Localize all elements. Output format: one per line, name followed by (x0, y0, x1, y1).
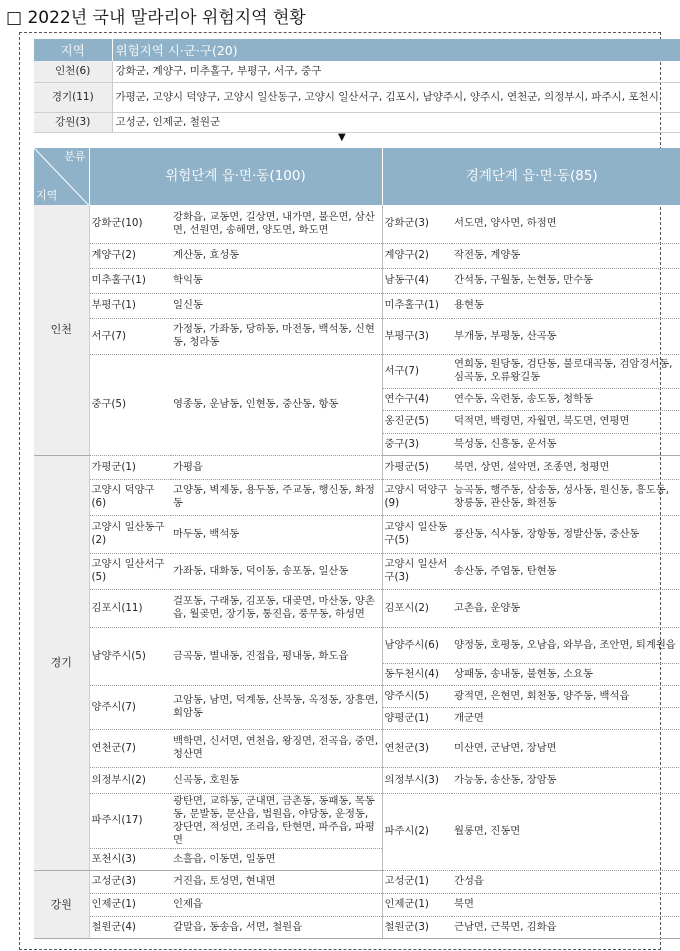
risk-areas: 고양동, 벽제동, 용두동, 주교동, 행신동, 화정동 (171, 479, 382, 515)
warning-district: 철원군(3) (382, 916, 452, 938)
risk-areas: 영종동, 운남동, 인현동, 중산동, 항동 (171, 354, 382, 455)
risk-areas: 고암동, 남면, 덕계동, 산북동, 옥정동, 장흥면, 회암동 (171, 685, 382, 729)
warning-areas: 가능동, 송산동, 장암동 (452, 767, 680, 793)
risk-areas: 가좌동, 대화동, 덕이동, 송포동, 일산동 (171, 553, 382, 589)
warning-areas: 연희동, 원당동, 검단동, 불로대곡동, 검암경서동, 심곡동, 오류왕길동 (452, 354, 680, 388)
table-row (34, 685, 680, 707)
warning-areas: 북성동, 신흥동, 운서동 (452, 433, 680, 455)
warning-district: 서구(7) (382, 354, 452, 388)
summary-header-region: 지역 (34, 39, 112, 61)
warning-district: 연천군(3) (382, 729, 452, 767)
summary-areas: 가평군, 고양시 덕양구, 고양시 일산동구, 고양시 일산서구, 김포시, 남양주시, 양주시, 연천군, 의정부시, 파주시, 포천시 (112, 82, 680, 112)
risk-areas: 걸포동, 구래동, 김포동, 대곶면, 마산동, 양촌읍, 월곶면, 장기동, 통진읍, 풍무동, 하성면 (171, 589, 382, 627)
warning-areas: 간석동, 구월동, 논현동, 만수동 (452, 268, 680, 293)
warning-areas: 능곡동, 행주동, 삼송동, 성사동, 원신동, 흥도동, 창릉동, 관산동, 화전동 (452, 479, 680, 515)
region-label-incheon: 인천 (34, 205, 89, 455)
risk-areas: 가정동, 가좌동, 당하동, 마전동, 백석동, 신현동, 청라동 (171, 318, 382, 354)
summary-row (34, 61, 680, 82)
risk-district: 계양구(2) (89, 243, 171, 268)
warning-district: 중구(3) (382, 433, 452, 455)
warning-district: 고양시 일산서구(3) (382, 553, 452, 589)
warning-district: 가평군(5) (382, 455, 452, 479)
table-row (34, 479, 680, 515)
down-arrow-icon: ▼ (338, 132, 346, 143)
warning-areas: 작전동, 계양동 (452, 243, 680, 268)
risk-areas: 갈말읍, 동송읍, 서면, 철원읍 (171, 916, 382, 938)
table-row (34, 793, 680, 848)
warning-district: 동두천시(4) (382, 663, 452, 685)
summary-region: 경기(11) (34, 82, 112, 112)
summary-region: 강원(3) (34, 112, 112, 132)
warning-district: 인제군(1) (382, 893, 452, 916)
warning-areas: 고촌읍, 운양동 (452, 589, 680, 627)
table-row (34, 455, 680, 479)
summary-areas: 강화군, 계양구, 미추홀구, 부평구, 서구, 중구 (112, 61, 680, 82)
risk-district: 포천시(3) (89, 848, 171, 870)
risk-district: 부평구(1) (89, 293, 171, 318)
warning-areas: 연수동, 옥련동, 송도동, 청학동 (452, 388, 680, 410)
risk-district: 중구(5) (89, 354, 171, 455)
summary-region: 인천(6) (34, 61, 112, 82)
summary-row (34, 112, 680, 132)
warning-district: 계양구(2) (382, 243, 452, 268)
summary-table (34, 39, 680, 133)
page-title: □ 2022년 국내 말라리아 위험지역 현황 (6, 8, 306, 28)
risk-district: 양주시(7) (89, 685, 171, 729)
summary-header-row (34, 39, 680, 61)
warning-areas: 양정동, 호평동, 오남읍, 와부읍, 조안면, 퇴계원읍 (452, 627, 680, 663)
table-row (34, 293, 680, 318)
risk-areas: 마두동, 백석동 (171, 515, 382, 553)
warning-district: 부평구(3) (382, 318, 452, 354)
risk-district: 미추홀구(1) (89, 268, 171, 293)
risk-district: 강화군(10) (89, 205, 171, 243)
table-row (34, 354, 680, 388)
risk-areas: 계산동, 효성동 (171, 243, 382, 268)
warning-district: 파주시(2) (382, 793, 452, 870)
warning-district: 옹진군(5) (382, 410, 452, 433)
warning-district: 남동구(4) (382, 268, 452, 293)
table-row (34, 515, 680, 553)
risk-district: 고양시 덕양구(6) (89, 479, 171, 515)
risk-areas: 백학면, 신서면, 연천읍, 왕징면, 전곡읍, 중면, 청산면 (171, 729, 382, 767)
detail-table (34, 148, 680, 939)
risk-district: 파주시(17) (89, 793, 171, 848)
detail-header-row (34, 148, 680, 205)
risk-district: 의정부시(2) (89, 767, 171, 793)
risk-areas: 일신동 (171, 293, 382, 318)
header-corner (34, 148, 89, 205)
table-row (34, 268, 680, 293)
table-row (34, 870, 680, 893)
risk-district: 남양주시(5) (89, 627, 171, 685)
risk-district: 인제군(1) (89, 893, 171, 916)
warning-district: 고성군(1) (382, 870, 452, 893)
warning-areas: 월롱면, 진동면 (452, 793, 680, 870)
risk-district: 김포시(11) (89, 589, 171, 627)
risk-areas: 강화읍, 교동면, 길상면, 내가면, 불은면, 삼산면, 선원면, 송해면, 양도면, 화도면 (171, 205, 382, 243)
region-label-gyeonggi: 경기 (34, 455, 89, 870)
table-row (34, 589, 680, 627)
warning-areas: 송산동, 주엽동, 탄현동 (452, 553, 680, 589)
summary-areas: 고성군, 인제군, 철원군 (112, 112, 680, 132)
risk-district: 서구(7) (89, 318, 171, 354)
corner-label-category: 분류 (64, 150, 86, 163)
warning-areas: 근남면, 근북면, 김화읍 (452, 916, 680, 938)
warning-district: 미추홀구(1) (382, 293, 452, 318)
risk-areas: 거진읍, 토성면, 현내면 (171, 870, 382, 893)
risk-district: 가평군(1) (89, 455, 171, 479)
table-row (34, 729, 680, 767)
warning-areas: 상패동, 송내동, 불현동, 소요동 (452, 663, 680, 685)
risk-district: 고양시 일산동구(2) (89, 515, 171, 553)
risk-district: 고양시 일산서구(5) (89, 553, 171, 589)
table-row (34, 553, 680, 589)
corner-label-region: 지역 (36, 189, 58, 202)
warning-district: 고양시 일산동구(5) (382, 515, 452, 553)
table-row (34, 627, 680, 663)
table-row (34, 916, 680, 938)
table-row (34, 243, 680, 268)
risk-district: 연천군(7) (89, 729, 171, 767)
warning-areas: 북면, 상면, 설악면, 조종면, 청평면 (452, 455, 680, 479)
summary-row (34, 82, 680, 112)
risk-district: 고성군(3) (89, 870, 171, 893)
warning-areas: 서도면, 양사면, 하점면 (452, 205, 680, 243)
risk-stage-header: 위험단계 읍·면·동(100) (89, 148, 382, 205)
warning-district: 고양시 덕양구(9) (382, 479, 452, 515)
risk-areas: 광탄면, 교하동, 군내면, 금촌동, 동패동, 목동동, 문발동, 문산읍, 법원읍, 야당동, 운정동, 장단면, 적성면, 조리읍, 탄현면, 파주읍, 파평면 (171, 793, 382, 848)
risk-areas: 소흘읍, 이동면, 일동면 (171, 848, 382, 870)
table-row (34, 767, 680, 793)
risk-areas: 인제읍 (171, 893, 382, 916)
warning-areas: 미산면, 군남면, 장남면 (452, 729, 680, 767)
risk-areas: 금곡동, 별내동, 진접읍, 평내동, 화도읍 (171, 627, 382, 685)
warning-district: 양주시(5) (382, 685, 452, 707)
warning-areas: 부개동, 부평동, 산곡동 (452, 318, 680, 354)
risk-areas: 학익동 (171, 268, 382, 293)
summary-header-areas: 위험지역 시·군·구(20) (112, 39, 680, 61)
warning-district: 강화군(3) (382, 205, 452, 243)
table-row (34, 318, 680, 354)
warning-stage-header: 경계단계 읍·면·동(85) (382, 148, 680, 205)
warning-district: 김포시(2) (382, 589, 452, 627)
warning-areas: 용현동 (452, 293, 680, 318)
table-row (34, 205, 680, 243)
warning-areas: 덕적면, 백령면, 자월면, 북도면, 연평면 (452, 410, 680, 433)
warning-areas: 광적면, 은현면, 회천동, 양주동, 백석읍 (452, 685, 680, 707)
warning-district: 양평군(1) (382, 707, 452, 729)
warning-areas: 북면 (452, 893, 680, 916)
risk-areas: 신곡동, 호원동 (171, 767, 382, 793)
warning-district: 의정부시(3) (382, 767, 452, 793)
risk-district: 철원군(4) (89, 916, 171, 938)
warning-areas: 풍산동, 식사동, 장항동, 정발산동, 중산동 (452, 515, 680, 553)
table-row (34, 893, 680, 916)
warning-areas: 개군면 (452, 707, 680, 729)
warning-district: 남양주시(6) (382, 627, 452, 663)
region-label-gangwon: 강원 (34, 870, 89, 938)
warning-areas: 간성읍 (452, 870, 680, 893)
risk-areas: 가평읍 (171, 455, 382, 479)
warning-district: 연수구(4) (382, 388, 452, 410)
